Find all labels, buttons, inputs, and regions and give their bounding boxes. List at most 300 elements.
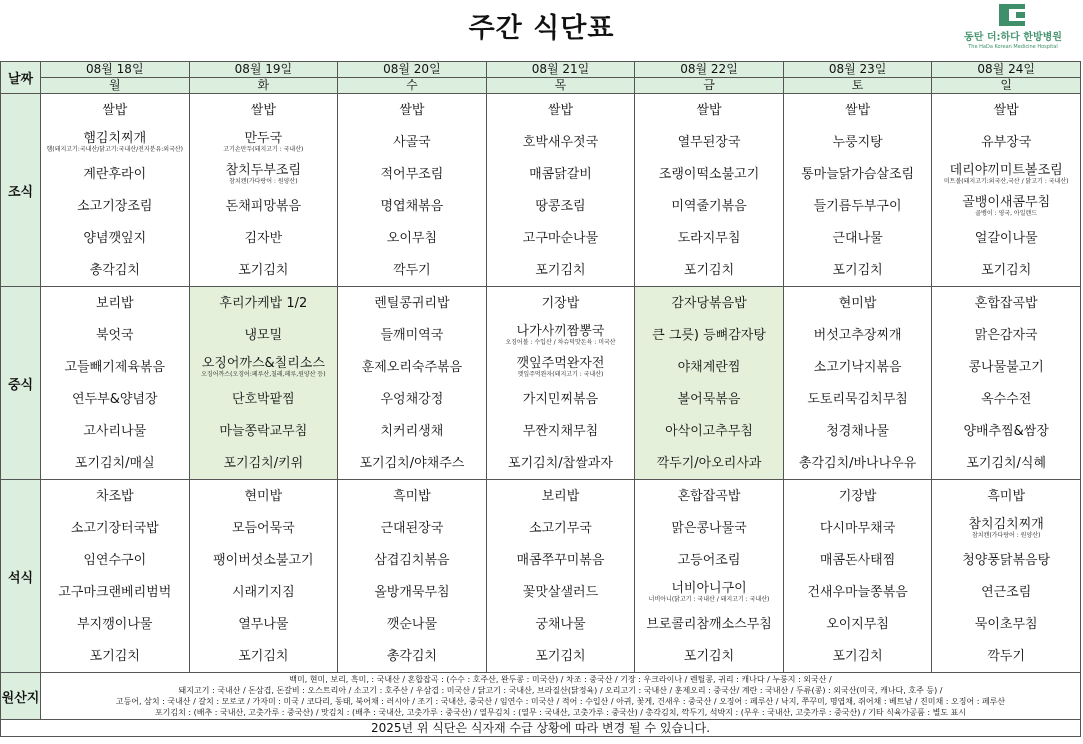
- menu-item: [338, 158, 486, 190]
- origin-info: [41, 673, 1081, 720]
- menu-item: [635, 319, 783, 351]
- menu-item: [784, 640, 932, 672]
- menu-item: [487, 576, 635, 608]
- menu-item: [635, 254, 783, 286]
- menu-item: [932, 222, 1080, 254]
- dow-row: [1, 78, 1081, 94]
- row-label-dinner: 석식: [1, 480, 41, 673]
- menu-item-name: 누룽지탕: [832, 134, 883, 150]
- menu-item: [635, 287, 783, 319]
- menu-item-name: 소고기장터국밥: [70, 520, 159, 536]
- menu-item-name: 마늘쫑락교무침: [219, 423, 308, 439]
- menu-item-name: 총각김치: [386, 648, 438, 664]
- menu-item: [487, 447, 635, 479]
- lunch-row: [1, 287, 1081, 480]
- origin-line: 백미, 현미, 보리, 흑미, : 국내산 / 혼합잡곡 : (수수 : 호주산, 완두콩 : 미국산) / 차조 : 중국산 / 기장 : 우크라이나 / 렌틸콩, 귀리 : 캐나다 / 누룽지 : 외국산 /: [289, 675, 832, 684]
- menu-item: [932, 640, 1080, 672]
- menu-item-name: 깍두기: [393, 262, 431, 278]
- day-of-week: 목: [486, 78, 635, 94]
- menu-item: [932, 319, 1080, 351]
- menu-item-name: 기장밥: [541, 295, 580, 311]
- menu-item-name: 북엇국: [95, 327, 134, 343]
- day-date: 08월 23일: [783, 62, 932, 78]
- origin-line: 돼지고기 : 국내산 / 돈삼겹, 돈갈비 : 오스트리아 / 소고기 : 호주산 / 우삼겹 : 미국산 / 닭고기 : 국내산, 브라질산(닭정육) / 오리고기 : 국내산 / 훈제오리 : 중국산/ 계란 : 국내산 / 두류(콩) : 외국산(미국, 캐나다, 호주 등) /: [178, 686, 943, 695]
- menu-item: [190, 383, 338, 415]
- breakfast-cell: [189, 94, 338, 287]
- menu-item: [41, 480, 189, 512]
- row-label-origin: 원산지: [1, 673, 41, 720]
- menu-item: [41, 576, 189, 608]
- menu-item-name: 계란후라이: [83, 166, 147, 182]
- menu-item: [41, 254, 189, 286]
- menu-item-name: 맑은콩나물국: [671, 520, 747, 536]
- menu-item-name: 고사리나물: [83, 423, 147, 439]
- menu-item: [932, 94, 1080, 126]
- menu-item-name: 매콤쭈꾸미볶음: [516, 552, 605, 568]
- menu-item: [635, 480, 783, 512]
- menu-item: [635, 512, 783, 544]
- menu-item-name: 깻순나물: [386, 616, 438, 632]
- menu-item: [487, 254, 635, 286]
- menu-item-name: 고구마순나물: [522, 230, 599, 246]
- menu-item-name: 참치김치찌개: [968, 517, 1044, 532]
- menu-item-name: 깍두기/아오리사과: [656, 455, 762, 471]
- menu-item-name: 유부장국: [981, 134, 1032, 150]
- breakfast-cell: [783, 94, 932, 287]
- menu-item: [784, 576, 932, 608]
- menu-item: [784, 512, 932, 544]
- menu-item: [932, 480, 1080, 512]
- menu-item: [932, 287, 1080, 319]
- menu-item-name: 혼합잡곡밥: [974, 295, 1038, 311]
- dinner-cell: [338, 480, 487, 673]
- menu-item-name: 도토리묵김치무침: [807, 391, 908, 407]
- menu-item-name: 쌀밥: [993, 102, 1019, 118]
- menu-item: [190, 576, 338, 608]
- menu-item-origin-note: 오징어까스(오징어:페루산,칠레,페루,원양산 등): [201, 371, 326, 378]
- menu-item: [784, 319, 932, 351]
- menu-item-name: 건새우마늘쫑볶음: [807, 584, 908, 600]
- menu-item-name: 포기김치: [238, 262, 289, 278]
- menu-item: [635, 415, 783, 447]
- menu-item-origin-note: 골뱅이 : 영국, 아일랜드: [975, 210, 1038, 217]
- menu-item: [190, 640, 338, 672]
- menu-item: [487, 190, 635, 222]
- menu-item: [41, 447, 189, 479]
- menu-item-name: 콩나물불고기: [968, 359, 1044, 375]
- menu-item: [635, 640, 783, 672]
- date-row: [1, 62, 1081, 78]
- page-title: 주간 식단표: [468, 13, 615, 44]
- menu-item: [635, 544, 783, 576]
- menu-item-name: 총각김치/바나나우유: [798, 455, 917, 471]
- menu-item: [41, 126, 189, 158]
- menu-item: [190, 415, 338, 447]
- menu-item: [338, 94, 486, 126]
- origin-line: 포기김치 : (배추 : 국내산, 고춧가루 : 중국산) / 맛김치 : (배추 : 국내산, 고춧가루 : 중국산) / 열무김치 : (열무 : 국내산, 고춧가루 : 중국산) / 총각김치, 깍두기, 석박지 : (무우 : 국내산, 고춧가루 : 중국산) / 기타 식육가공품 : 별도 표시: [154, 708, 967, 717]
- menu-item-name: 근대나물: [832, 230, 883, 246]
- origin-line: 고등어, 삼치 : 국내산 / 갈치 : 모로코 / 가자미 : 미국 / 코다리, 동태, 북어채 : 러시아 / 조기 : 국내산, 중국산 / 임연수 : 미국산 / 적어 : 수입산 / 아귀, 꽃게, 건새우 : 중국산 / 오징어 : 페루산 / 낙지, 쭈꾸미, 명엽채, 쥐어채 : 베트남 / 진미채 : 오징어 : 페루산: [115, 697, 1006, 706]
- menu-item-name: 햄김치찌개: [83, 131, 147, 146]
- menu-item-name: 땅콩조림: [535, 198, 586, 214]
- menu-item-name: 열무나물: [238, 616, 289, 632]
- menu-item: [338, 222, 486, 254]
- menu-item: [338, 608, 486, 640]
- breakfast-cell: [486, 94, 635, 287]
- menu-item-name: 보리밥: [95, 295, 134, 311]
- menu-item: [338, 351, 486, 383]
- menu-item-name: 버섯고추장찌개: [813, 327, 902, 343]
- dinner-cell: [41, 480, 190, 673]
- day-of-week: 월: [41, 78, 190, 94]
- menu-item: [338, 576, 486, 608]
- menu-item: [41, 512, 189, 544]
- menu-item: [932, 544, 1080, 576]
- menu-item: [784, 254, 932, 286]
- menu-item: [487, 287, 635, 319]
- menu-item-name: 들깨미역국: [380, 327, 444, 343]
- menu-item: [932, 126, 1080, 158]
- menu-item-name: 포기김치: [238, 648, 289, 664]
- menu-item: [190, 512, 338, 544]
- menu-item: [190, 254, 338, 286]
- dinner-cell: [932, 480, 1081, 673]
- menu-item-origin-note: 너비아니(닭고기 : 국내산 / 돼지고기 : 국내산): [648, 596, 770, 603]
- menu-item-name: 큰 그릇) 등뼈감자탕: [652, 327, 766, 343]
- menu-item: [487, 319, 635, 351]
- menu-item-name: 무짠지채무침: [522, 423, 599, 439]
- menu-item: [487, 544, 635, 576]
- menu-item-name: 옥수수전: [981, 391, 1032, 407]
- menu-item-name: 오징어까스&칠리소스: [201, 356, 325, 371]
- menu-item-name: 시래기지짐: [231, 584, 295, 600]
- menu-item-name: 연근조림: [981, 584, 1032, 600]
- menu-item: [190, 447, 338, 479]
- menu-item-name: 통마늘닭가슴살조림: [801, 166, 915, 182]
- menu-item: [41, 544, 189, 576]
- menu-item: [190, 287, 338, 319]
- menu-item-name: 매콤닭갈비: [529, 166, 592, 182]
- menu-item: [487, 415, 635, 447]
- menu-item-name: 총각김치: [89, 262, 140, 278]
- menu-item-name: 다시마무채국: [819, 520, 896, 536]
- menu-item: [635, 608, 783, 640]
- menu-item: [932, 383, 1080, 415]
- menu-item: [338, 512, 486, 544]
- menu-item: [784, 158, 932, 190]
- menu-item-origin-note: 미트볼(돼지고기:외국산,국산 / 닭고기 : 국내산): [943, 178, 1069, 185]
- day-date: 08월 24일: [932, 62, 1081, 78]
- menu-item-name: 도라지무침: [677, 230, 741, 246]
- menu-item-name: 쌀밥: [845, 102, 871, 118]
- menu-item-name: 깍두기: [987, 648, 1026, 664]
- menu-item-name: 쌀밥: [250, 102, 276, 118]
- menu-item-name: 야채계란찜: [677, 359, 741, 375]
- row-label-breakfast: 조식: [1, 94, 41, 287]
- menu-item: [338, 480, 486, 512]
- menu-item-name: 조랭이떡소불고기: [658, 166, 760, 182]
- menu-item: [635, 190, 783, 222]
- menu-item-name: 고들빼기제육볶음: [64, 359, 166, 375]
- menu-item-name: 깻잎주먹완자전: [516, 356, 605, 371]
- menu-item: [41, 415, 189, 447]
- menu-item: [784, 608, 932, 640]
- menu-item-name: 포기김치: [832, 262, 883, 278]
- menu-item-name: 양배추찜&쌈장: [963, 423, 1049, 439]
- lunch-cell: [932, 287, 1081, 480]
- menu-item-name: 흑미밥: [987, 488, 1026, 504]
- menu-item: [487, 608, 635, 640]
- breakfast-cell: [41, 94, 190, 287]
- menu-item-name: 매콤돈사태찜: [819, 552, 896, 568]
- menu-item-name: 돈채피망볶음: [225, 198, 302, 214]
- menu-item: [932, 512, 1080, 544]
- day-date: 08월 21일: [486, 62, 635, 78]
- menu-item: [41, 319, 189, 351]
- menu-item: [190, 480, 338, 512]
- menu-item: [190, 190, 338, 222]
- menu-item-name: 렌틸콩귀리밥: [374, 295, 450, 311]
- row-label-date: 날짜: [1, 62, 41, 94]
- menu-item-name: 만두국: [244, 131, 283, 146]
- menu-item-name: 팽이버섯소불고기: [213, 552, 314, 568]
- menu-item: [635, 126, 783, 158]
- dinner-cell: [486, 480, 635, 673]
- menu-item-name: 현미밥: [244, 488, 283, 504]
- menu-item: [41, 383, 189, 415]
- menu-item: [784, 480, 932, 512]
- lunch-cell: [486, 287, 635, 480]
- menu-item-name: 차조밥: [95, 488, 134, 504]
- menu-item: [487, 222, 635, 254]
- logo-subtitle: The HaDa Korean Medicine Hospital: [968, 44, 1058, 50]
- menu-item: [487, 512, 635, 544]
- lunch-cell: [338, 287, 487, 480]
- menu-item-name: 포기김치/찹쌀과자: [508, 455, 613, 471]
- menu-item: [41, 287, 189, 319]
- menu-item: [784, 222, 932, 254]
- dinner-row: [1, 480, 1081, 673]
- weekly-menu-table: [0, 61, 1081, 737]
- day-date: 08월 20일: [338, 62, 487, 78]
- menu-item-name: 묵이초무침: [974, 616, 1038, 632]
- menu-item: [190, 158, 338, 190]
- breakfast-cell: [338, 94, 487, 287]
- menu-item: [190, 608, 338, 640]
- menu-item-name: 흑미밥: [393, 488, 431, 504]
- menu-item-name: 오이무침: [386, 230, 438, 246]
- menu-item: [41, 222, 189, 254]
- day-date: 08월 19일: [189, 62, 338, 78]
- menu-item: [487, 640, 635, 672]
- menu-item: [190, 351, 338, 383]
- lunch-cell: [189, 287, 338, 480]
- menu-item: [338, 415, 486, 447]
- menu-item-name: 쌀밥: [102, 102, 128, 118]
- menu-item: [190, 544, 338, 576]
- lunch-cell: [635, 287, 784, 480]
- menu-item: [932, 447, 1080, 479]
- menu-item-name: 데리야끼미트볼조림: [949, 163, 1063, 178]
- menu-item-name: 가지민찌볶음: [522, 391, 599, 407]
- menu-item: [784, 190, 932, 222]
- lunch-cell: [41, 287, 190, 480]
- dinner-cell: [635, 480, 784, 673]
- menu-item: [41, 94, 189, 126]
- menu-item-name: 보리밥: [541, 488, 580, 504]
- menu-item-name: 소고기낙지볶음: [813, 359, 902, 375]
- menu-item-name: 우엉채강정: [380, 391, 444, 407]
- menu-item: [338, 254, 486, 286]
- menu-item: [784, 447, 932, 479]
- menu-item: [784, 287, 932, 319]
- menu-item-name: 고등어조림: [677, 552, 741, 568]
- menu-item: [338, 447, 486, 479]
- origin-row: [1, 673, 1081, 720]
- menu-item-name: 쌀밥: [696, 102, 722, 118]
- menu-item-name: 포기김치: [981, 262, 1032, 278]
- menu-item-name: 소고기장조림: [77, 198, 153, 214]
- menu-item-origin-note: 오징어볼 : 수입산 / 차슈덕맛돈육 : 미국산: [505, 339, 616, 346]
- menu-item: [338, 383, 486, 415]
- menu-item: [932, 608, 1080, 640]
- menu-item-name: 포기김치: [535, 648, 586, 664]
- menu-item-name: 포기김치: [832, 648, 883, 664]
- menu-item-name: 냉모밀: [244, 327, 283, 343]
- row-label-lunch: 중식: [1, 287, 41, 480]
- day-of-week: 화: [189, 78, 338, 94]
- menu-item-name: 청양풍닭볶음탕: [962, 552, 1051, 568]
- day-date: 08월 18일: [41, 62, 190, 78]
- menu-item-name: 근대된장국: [380, 520, 444, 536]
- menu-item: [487, 351, 635, 383]
- menu-item: [784, 94, 932, 126]
- menu-item-name: 호박새우젓국: [522, 134, 599, 150]
- menu-item-name: 포기김치: [89, 648, 140, 664]
- menu-item-name: 꽃맛살샐러드: [522, 584, 599, 600]
- menu-item: [41, 640, 189, 672]
- menu-item-name: 아삭이고추무침: [665, 423, 753, 439]
- menu-item: [635, 576, 783, 608]
- menu-item-name: 들기름두부구이: [813, 198, 902, 214]
- menu-item-name: 단호박팥찜: [231, 391, 295, 407]
- hospital-logo: [953, 4, 1073, 58]
- day-of-week: 일: [932, 78, 1081, 94]
- menu-item: [635, 158, 783, 190]
- menu-item-name: 맑은감자국: [974, 327, 1038, 343]
- menu-item: [487, 94, 635, 126]
- menu-item: [338, 640, 486, 672]
- menu-footer-notice: 2025년 위 식단은 식자재 수급 상황에 따라 변경 될 수 있습니다.: [1, 720, 1081, 737]
- menu-item: [41, 158, 189, 190]
- day-of-week: 금: [635, 78, 784, 94]
- menu-item: [784, 383, 932, 415]
- menu-item-name: 궁채나물: [535, 616, 586, 632]
- menu-item: [932, 576, 1080, 608]
- menu-item-origin-note: 깻잎주먹완자(돼지고기 : 국내산): [517, 371, 604, 378]
- day-date: 08월 22일: [635, 62, 784, 78]
- menu-item-name: 소고기무국: [529, 520, 592, 536]
- menu-item: [487, 126, 635, 158]
- menu-item-name: 쌀밥: [547, 102, 574, 118]
- menu-item: [338, 126, 486, 158]
- menu-item-name: 기장밥: [838, 488, 877, 504]
- menu-item: [190, 222, 338, 254]
- menu-item-name: 오이지무침: [826, 616, 889, 632]
- logo-name: 동탄 더:하다 한방병원: [964, 32, 1062, 43]
- menu-item: [190, 94, 338, 126]
- menu-item: [784, 351, 932, 383]
- menu-item-name: 감자당볶음밥: [671, 295, 747, 311]
- menu-item-name: 참치두부조림: [225, 163, 302, 178]
- menu-item-name: 적어무조림: [380, 166, 444, 182]
- menu-item-name: 모듬어묵국: [231, 520, 295, 536]
- menu-item: [190, 319, 338, 351]
- menu-item: [932, 158, 1080, 190]
- menu-item-name: 골뱅이새콤무침: [962, 195, 1051, 210]
- menu-item: [932, 351, 1080, 383]
- menu-item: [338, 319, 486, 351]
- menu-item-origin-note: 햄(돼지고기:국내산/닭고기:국내산/전지분유:외국산): [46, 146, 184, 153]
- menu-item-name: 얼갈이나물: [974, 230, 1038, 246]
- menu-item-name: 포기김치/키위: [223, 455, 304, 471]
- menu-item: [338, 190, 486, 222]
- menu-item-name: 브로콜리참깨소스무침: [646, 616, 772, 632]
- menu-item: [932, 254, 1080, 286]
- menu-item-name: 나가사끼짬뽕국: [516, 324, 605, 339]
- menu-item-origin-note: 참치캔(가다랑어 : 원양산): [229, 178, 298, 185]
- menu-item: [635, 222, 783, 254]
- menu-item: [635, 447, 783, 479]
- menu-item-name: 양념깻잎지: [83, 230, 147, 246]
- menu-item: [784, 126, 932, 158]
- menu-item: [635, 383, 783, 415]
- menu-item: [487, 383, 635, 415]
- dinner-cell: [189, 480, 338, 673]
- menu-item: [338, 544, 486, 576]
- menu-item-name: 치커리생채: [380, 423, 444, 439]
- menu-item: [41, 351, 189, 383]
- menu-item-name: 포기김치: [535, 262, 586, 278]
- menu-item-name: 너비아니구이: [671, 581, 747, 596]
- menu-item-name: 연두부&양념장: [72, 391, 158, 407]
- menu-item: [932, 190, 1080, 222]
- menu-item: [487, 158, 635, 190]
- menu-item-name: 부지깽이나물: [77, 616, 153, 632]
- menu-item-name: 열무된장국: [677, 134, 741, 150]
- menu-item: [190, 126, 338, 158]
- menu-item-name: 삼겹김치볶음: [374, 552, 450, 568]
- menu-item: [41, 608, 189, 640]
- menu-item-name: 포기김치: [683, 262, 735, 278]
- menu-item: [487, 480, 635, 512]
- menu-item-origin-note: 참치캔(가다랑어 : 원양산): [971, 532, 1041, 539]
- menu-item-name: 청경채나물: [826, 423, 889, 439]
- menu-item-name: 포기김치: [683, 648, 735, 664]
- menu-item-name: 훈제오리숙주볶음: [361, 359, 463, 375]
- footer-row: [1, 720, 1081, 737]
- menu-item-name: 사골국: [393, 134, 431, 150]
- menu-item-name: 쌀밥: [399, 102, 425, 118]
- menu-item-name: 포기김치/야채주스: [359, 455, 465, 471]
- menu-item-name: 올방개묵무침: [374, 584, 450, 600]
- logo-mark-icon: [999, 4, 1027, 26]
- day-of-week: 토: [783, 78, 932, 94]
- menu-item-name: 임연수구이: [83, 552, 147, 568]
- menu-item: [635, 94, 783, 126]
- menu-item-name: 명엽채볶음: [380, 198, 444, 214]
- menu-item: [932, 415, 1080, 447]
